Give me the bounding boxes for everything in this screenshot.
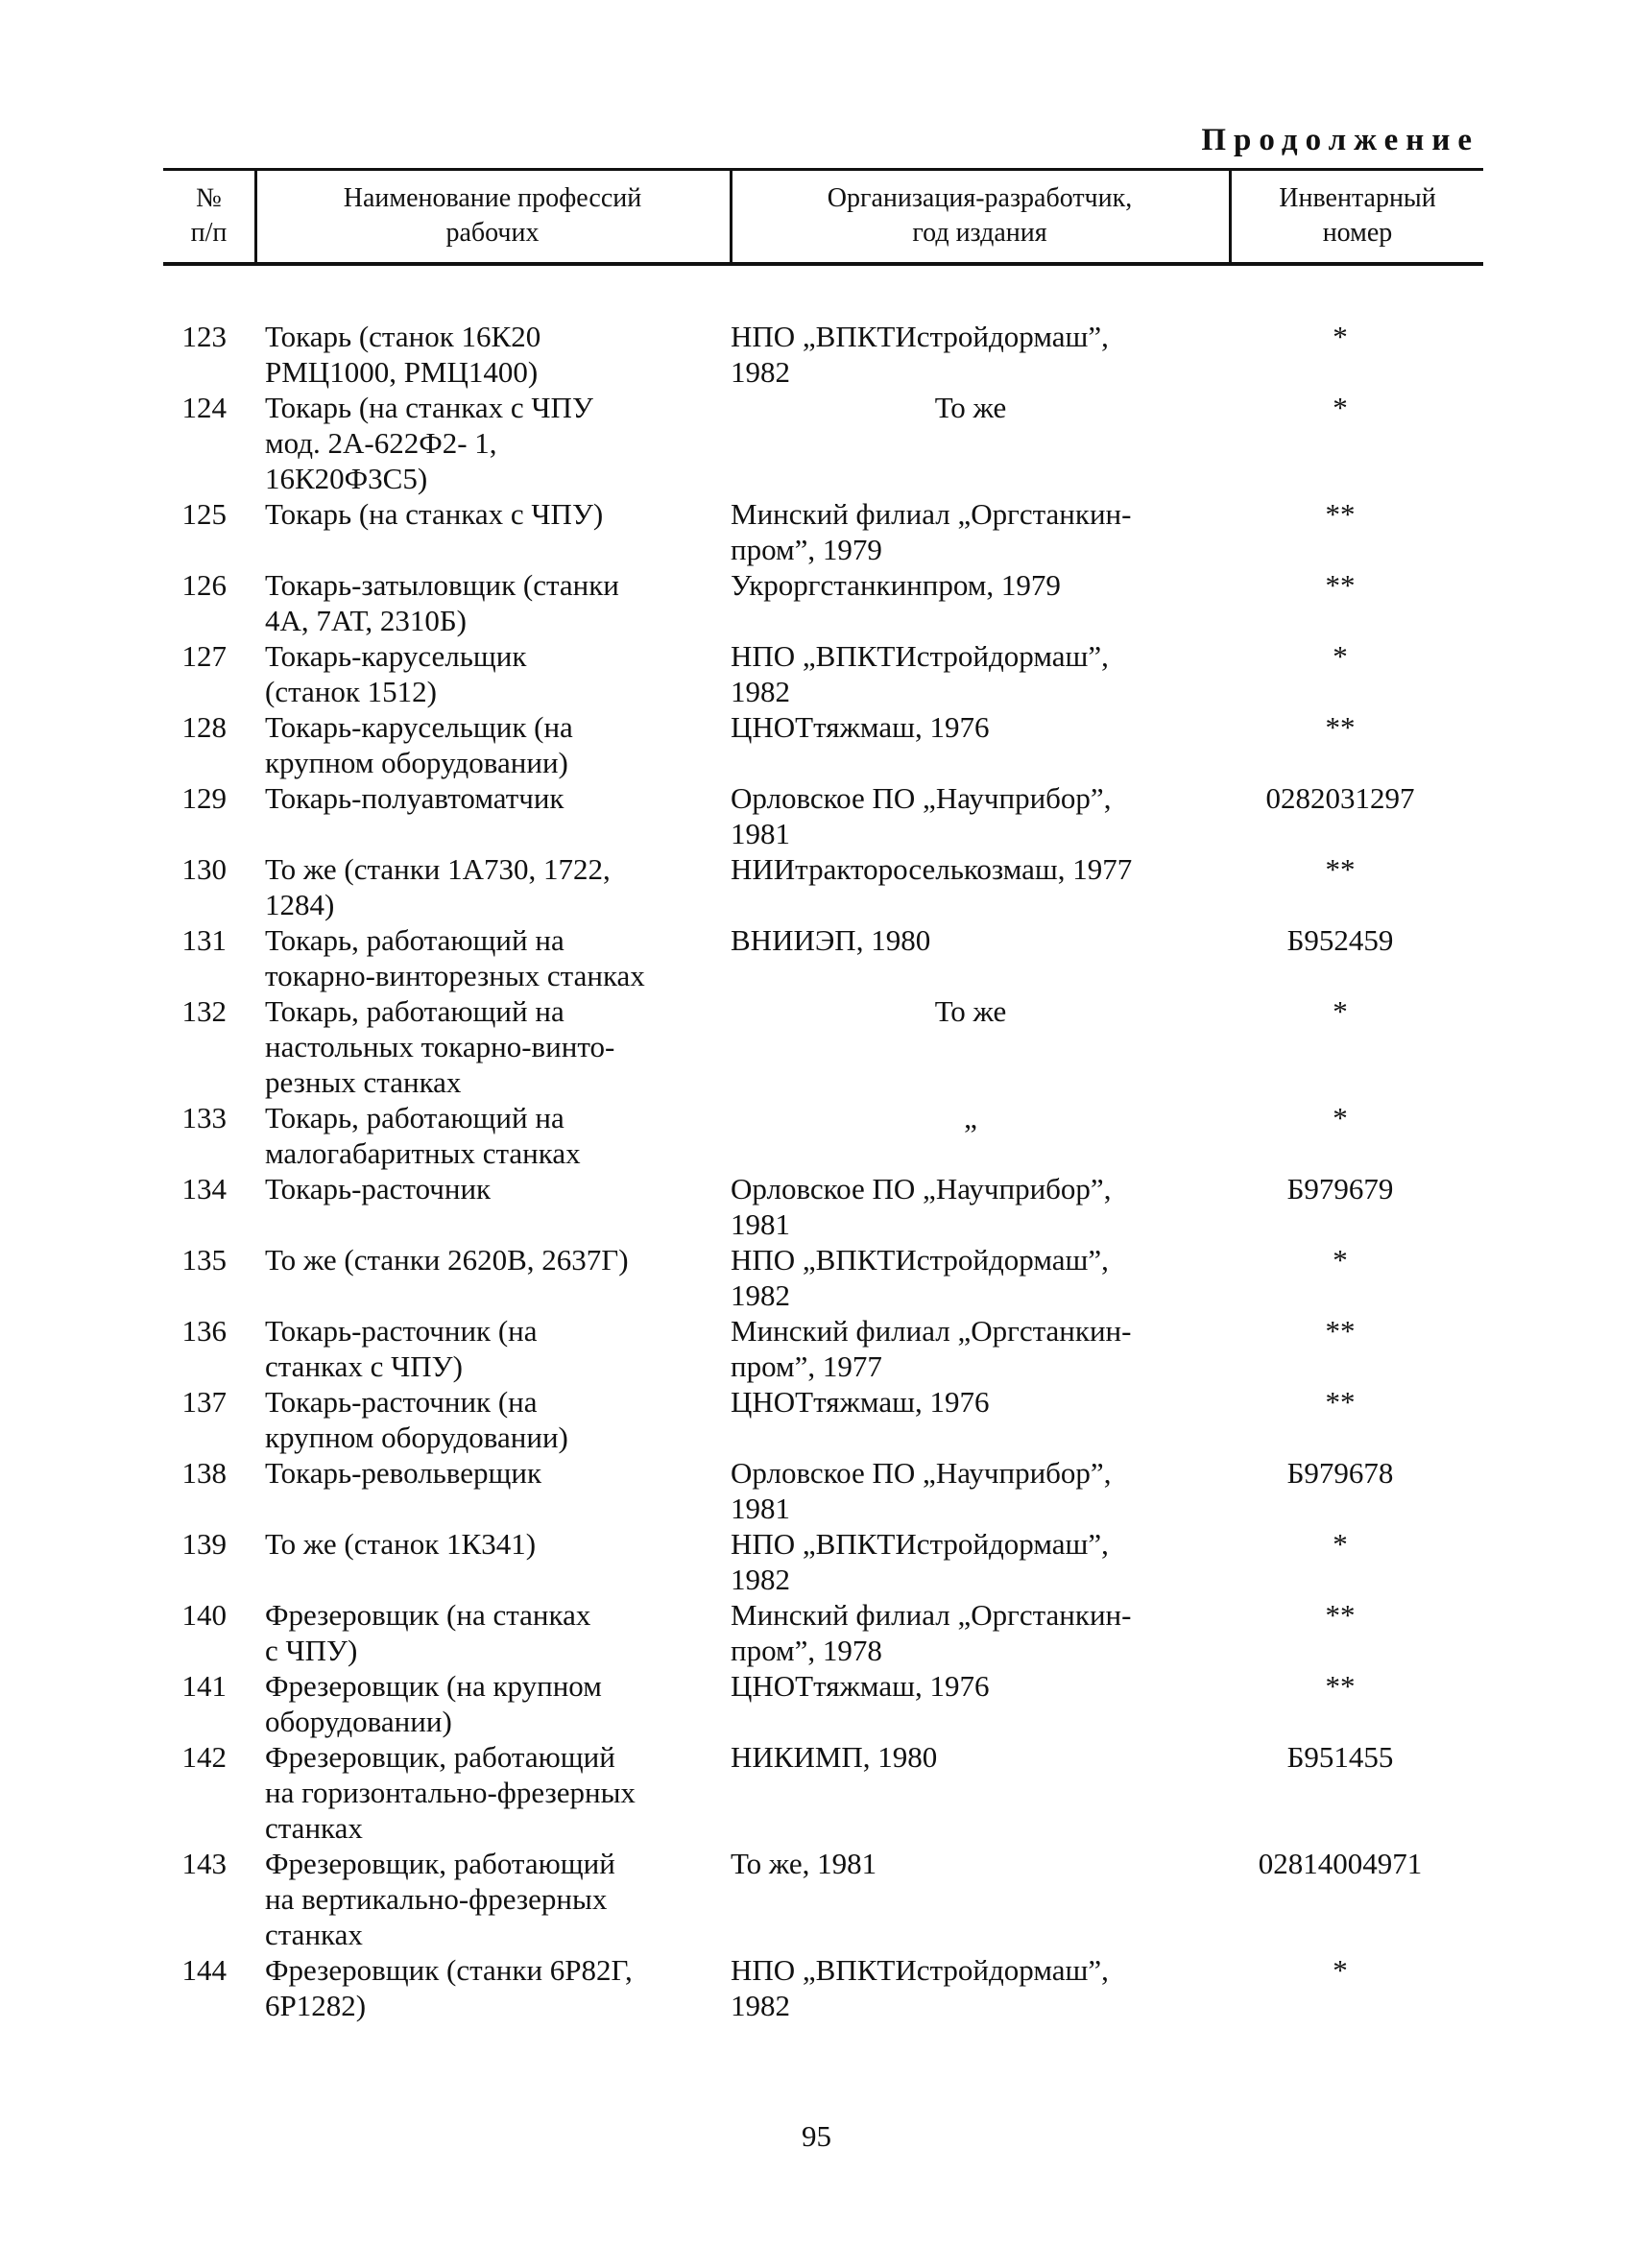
row-profession: Токарь-расточник xyxy=(265,1172,492,1206)
table-row xyxy=(144,1597,1488,1668)
row-profession: Фрезеровщик, работающий на горизонтально-фрезерных станках xyxy=(265,1740,636,1845)
row-number: 142 xyxy=(181,1740,227,1774)
row-number: 141 xyxy=(181,1669,227,1703)
table-row xyxy=(144,993,1488,1100)
row-profession: Токарь-затыловщик (станки 4А, 7АТ, 2310Б) xyxy=(265,568,619,637)
row-number: 144 xyxy=(181,1953,227,1987)
page-number: 95 xyxy=(802,2119,831,2153)
row-inventory-number: Б951455 xyxy=(1286,1740,1394,1774)
row-profession: То же (станок 1К341) xyxy=(265,1527,537,1561)
row-number: 137 xyxy=(181,1385,227,1419)
row-inventory-number: Б979679 xyxy=(1286,1172,1394,1206)
row-organization: То же, 1981 xyxy=(731,1847,877,1880)
row-profession: Токарь, работающий на настольных токарно-винто- резных станках xyxy=(265,994,615,1099)
row-inventory-number: ** xyxy=(1325,1669,1356,1703)
table-row xyxy=(144,638,1488,709)
header-bottom-rule xyxy=(163,262,1483,266)
row-number: 140 xyxy=(181,1598,227,1632)
row-inventory-number: ** xyxy=(1325,1385,1356,1419)
row-profession: Фрезеровщик, работающий на вертикально-фрезерных станках xyxy=(265,1847,615,1951)
row-number: 130 xyxy=(181,852,227,886)
row-number: 126 xyxy=(181,568,227,602)
row-profession: Токарь-полуавтоматчик xyxy=(265,781,564,815)
row-profession: То же (станки 2620В, 2637Г) xyxy=(265,1243,629,1277)
row-inventory-number: * xyxy=(1333,320,1348,353)
table-row xyxy=(144,319,1488,390)
table-row xyxy=(144,851,1488,922)
row-inventory-number: * xyxy=(1333,639,1348,673)
row-organization: НИИтрактороселькозмаш, 1977 xyxy=(731,852,1133,886)
row-organization: НПО „ВПКТИстройдормаш”, 1982 xyxy=(731,320,1109,389)
row-inventory-number: ** xyxy=(1325,1314,1356,1348)
row-inventory-number: Б979678 xyxy=(1286,1456,1394,1490)
table-row xyxy=(144,1668,1488,1739)
row-inventory-number: * xyxy=(1333,994,1348,1028)
table-row xyxy=(144,1171,1488,1242)
row-inventory-number: * xyxy=(1333,1527,1348,1561)
row-inventory-number: 0282031297 xyxy=(1265,781,1415,815)
table-row xyxy=(144,1526,1488,1597)
row-profession: Токарь, работающий на малогабаритных станках xyxy=(265,1101,581,1170)
row-number: 139 xyxy=(181,1527,227,1561)
header-top-rule xyxy=(163,168,1483,171)
table-row xyxy=(144,567,1488,638)
row-organization: ЦНОТтяжмаш, 1976 xyxy=(731,1385,990,1419)
table-row xyxy=(144,1313,1488,1384)
header-name: Наименование профессий рабочих xyxy=(343,183,642,248)
table-row xyxy=(144,1455,1488,1526)
row-organization: ВНИИЭП, 1980 xyxy=(731,923,931,957)
row-profession: Токарь (станок 16К20 РМЦ1000, РМЦ1400) xyxy=(265,320,541,389)
row-organization: НПО „ВПКТИстройдормаш”, 1982 xyxy=(731,1953,1109,2022)
row-profession: Токарь, работающий на токарно-винторезных станках xyxy=(265,923,645,992)
row-profession: Токарь-револьверщик xyxy=(265,1456,542,1490)
row-organization: Укроргстанкинпром, 1979 xyxy=(731,568,1061,602)
row-profession: Фрезеровщик (на крупном оборудовании) xyxy=(265,1669,602,1738)
row-number: 131 xyxy=(181,923,227,957)
row-number: 132 xyxy=(181,994,227,1028)
table-row xyxy=(144,496,1488,567)
row-profession: Токарь (на станках с ЧПУ) xyxy=(265,497,604,531)
row-organization: Орловское ПО „Научприбор”, 1981 xyxy=(731,1456,1112,1525)
row-inventory-number: ** xyxy=(1325,497,1356,531)
row-organization: То же xyxy=(934,391,1007,424)
row-number: 143 xyxy=(181,1847,227,1880)
row-organization: Минский филиал „Оргстанкин- пром”, 1979 xyxy=(731,497,1132,566)
row-profession: Фрезеровщик (станки 6Р82Г, 6Р1282) xyxy=(265,1953,633,2022)
row-profession: Токарь-карусельщик (на крупном оборудовании) xyxy=(265,710,573,779)
continuation-label: Продолжение xyxy=(1201,123,1479,157)
row-number: 134 xyxy=(181,1172,227,1206)
table-row xyxy=(144,1384,1488,1455)
row-organization: ЦНОТтяжмаш, 1976 xyxy=(731,1669,990,1703)
row-profession: Токарь-расточник (на станках с ЧПУ) xyxy=(265,1314,538,1383)
row-inventory-number: ** xyxy=(1325,710,1356,744)
row-organization: Орловское ПО „Научприбор”, 1981 xyxy=(731,781,1112,850)
row-number: 124 xyxy=(181,391,227,424)
table-row xyxy=(144,709,1488,780)
row-inventory-number: * xyxy=(1333,1101,1348,1134)
table-row xyxy=(144,1846,1488,1952)
row-number: 125 xyxy=(181,497,227,531)
row-inventory-number: * xyxy=(1333,1953,1348,1987)
table-header xyxy=(163,168,1483,266)
row-profession: Фрезеровщик (на станках с ЧПУ) xyxy=(265,1598,591,1667)
row-organization: Минский филиал „Оргстанкин- пром”, 1977 xyxy=(731,1314,1132,1383)
row-inventory-number: 02814004971 xyxy=(1258,1847,1423,1880)
row-organization: Орловское ПО „Научприбор”, 1981 xyxy=(731,1172,1112,1241)
row-inventory-number: ** xyxy=(1325,1598,1356,1632)
table-row xyxy=(144,390,1488,496)
row-organization: НПО „ВПКТИстройдормаш”, 1982 xyxy=(731,1527,1109,1596)
row-inventory-number: Б952459 xyxy=(1286,923,1394,957)
row-number: 123 xyxy=(181,320,227,353)
row-inventory-number: ** xyxy=(1325,568,1356,602)
row-number: 127 xyxy=(181,639,227,673)
table-row xyxy=(144,780,1488,851)
row-inventory-number: * xyxy=(1333,391,1348,424)
header-org: Организация-разработчик, год издания xyxy=(827,183,1133,248)
row-number: 136 xyxy=(181,1314,227,1348)
row-organization: НИКИМП, 1980 xyxy=(731,1740,938,1774)
row-organization: НПО „ВПКТИстройдормаш”, 1982 xyxy=(731,639,1109,708)
row-profession: Токарь-карусельщик (станок 1512) xyxy=(265,639,527,708)
row-organization: То же xyxy=(934,994,1007,1028)
row-inventory-number: ** xyxy=(1325,852,1356,886)
table-row xyxy=(144,922,1488,993)
row-number: 128 xyxy=(181,710,227,744)
row-organization: Минский филиал „Оргстанкин- пром”, 1978 xyxy=(731,1598,1132,1667)
row-inventory-number: * xyxy=(1333,1243,1348,1277)
row-number: 133 xyxy=(181,1101,227,1134)
table-row xyxy=(144,1952,1488,2023)
row-organization: ЦНОТтяжмаш, 1976 xyxy=(731,710,990,744)
table-row xyxy=(144,1242,1488,1313)
row-number: 135 xyxy=(181,1243,227,1277)
row-profession: То же (станки 1А730, 1722, 1284) xyxy=(265,852,611,921)
table-row xyxy=(144,1739,1488,1846)
table-body xyxy=(144,319,1488,2023)
row-profession: Токарь (на станках с ЧПУ мод. 2А-622Ф2- 1, 16К20Ф3С5) xyxy=(265,391,593,495)
row-number: 129 xyxy=(181,781,227,815)
row-profession: Токарь-расточник (на крупном оборудовании) xyxy=(265,1385,568,1454)
row-organization: НПО „ВПКТИстройдормаш”, 1982 xyxy=(731,1243,1109,1312)
header-inv: Инвентарный номер xyxy=(1279,183,1436,248)
table-row xyxy=(144,1100,1488,1171)
row-organization: „ xyxy=(964,1101,977,1134)
header-num: № п/п xyxy=(190,183,228,248)
row-number: 138 xyxy=(181,1456,227,1490)
